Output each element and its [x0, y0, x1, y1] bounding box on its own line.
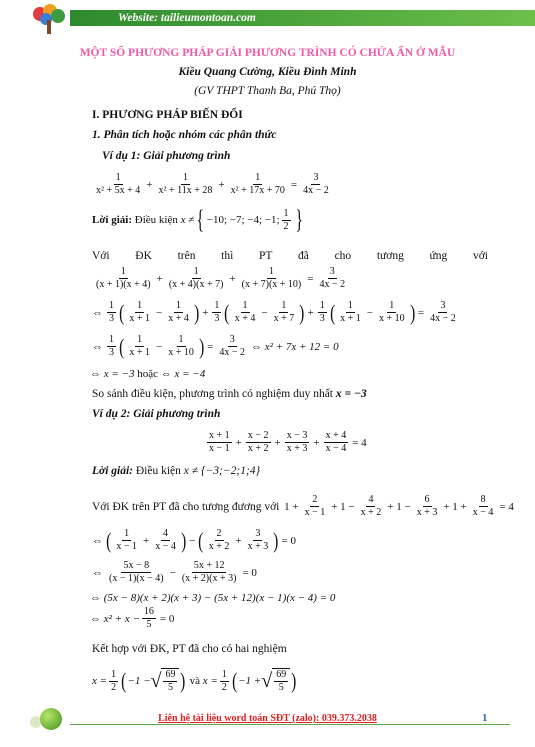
- condition-set: −10; −7; −4; −1;: [206, 214, 280, 226]
- word: trên: [177, 250, 196, 262]
- ex2-condition: [92, 465, 260, 477]
- equation-5: ⇔ x = −3 hoặc ⇔ x = −4: [90, 368, 206, 380]
- footer-contact[interactable]: Liên hệ tài liệu word toán SĐT (zalo): 039.373.2038: [158, 713, 377, 724]
- equation-11: ⇔ x² + x − $\frac{16}{5}$ = 0: [90, 606, 175, 630]
- equation-1: $\frac{1}{\text{x² + 5x + 4}}$ + $\frac{1}{\text{x² + 11x + 28}}$ + $\frac{1}{\text{x² + 17x + 70}}$ = $\frac{3}{4x - 2}$: [96, 172, 329, 196]
- authors: Kiều Quang Cường, Kiều Đình Minh: [178, 66, 357, 78]
- example-1-label: Ví dụ 1: Giải phương trình: [102, 150, 231, 162]
- ex1-with-dk-line: [92, 250, 488, 262]
- document-title: MỘT SỐ PHƯƠNG PHÁP GIẢI PHƯƠNG TRÌNH CÓ CHỨA ẨN Ở MẪU: [79, 47, 456, 59]
- equation-6: $\frac{x + 1}{x - 1}$ + $\frac{x - 2}{x + 2}$ + $\frac{x - 3}{x + 3}$ + $\frac{x + 4}{x - 4}$ = 4: [209, 430, 367, 454]
- solution-label: Lời giải:: [92, 214, 133, 226]
- word: Với: [92, 250, 110, 262]
- word: PT: [258, 250, 273, 262]
- word: thì: [221, 250, 234, 262]
- equiv-text: Với ĐK trên PT đã cho tương đương với: [92, 500, 280, 513]
- section-heading: I. PHƯƠNG PHÁP BIẾN ĐỔI: [92, 109, 243, 121]
- subsection-heading: 1. Phân tích hoặc nhóm các phân thức: [92, 129, 277, 141]
- conclusion-value: x = −3: [335, 388, 367, 400]
- condition-text: Điều kiện: [134, 214, 178, 226]
- half-numerator: 1: [283, 207, 289, 219]
- page-number: 1: [482, 712, 488, 724]
- conclusion-text: So sánh điều kiện, phương trình có nghiệm duy nhất: [92, 388, 334, 400]
- equation-4: ⇔ $\frac{1}{3}$ ( $\frac{1}{x + 1}$ − $\frac{1}{x + 10}$ ) = $\frac{3}{4x - 2}$ ⇔ x² + 7x + 12 = 0: [92, 333, 339, 359]
- or-text: hoặc: [137, 368, 158, 380]
- word: với: [472, 250, 488, 262]
- solution-label: Lời giải:: [92, 465, 133, 477]
- ex1-conclusion: [92, 388, 367, 400]
- equation-10: ⇔ (5x − 8)(x + 2)(x + 3) − (5x + 12)(x − 1)(x − 4) = 0: [90, 592, 336, 604]
- equation-8: ⇔ ( $\frac{1}{x - 1}$ + $\frac{4}{x - 4}$ ) − ( $\frac{2}{x + 2}$ + $\frac{3}{x + 3}$ ) = 0: [92, 527, 296, 553]
- equation-9: ⇔ $\frac{5x - 8}{(x - 1)(x - 4)}$ − $\frac{5x + 12}{(x + 2)(x + 3)}$ = 0: [92, 560, 257, 584]
- word: ứng: [429, 250, 448, 262]
- equation-7: Với ĐK trên PT đã cho tương đương với 1 + $\frac{2}{x - 1}$ + 1 − $\frac{4}{x + 2}$ + 1 − $\frac{6}{x + 3}$ + 1 + $\frac{8}{x - 4}$ = 4: [92, 494, 514, 518]
- and-text: và: [189, 675, 200, 687]
- ex2-final-text: Kết hợp với ĐK, PT đã cho có hai nghiệm: [92, 643, 287, 655]
- affiliation: (GV THPT Thanh Ba, Phú Thọ): [194, 85, 341, 97]
- equation-12: x = $\frac{1}{2}$ ( −1 − √ $\frac{69}{5}$ ) và x = $\frac{1}{2}$ ( −1 + √ $\frac{69}{5}$ ): [92, 668, 297, 693]
- website-label[interactable]: Website: tailieumontoan.com: [118, 12, 256, 24]
- word: tương: [376, 250, 404, 262]
- example-2-label: Ví dụ 2: Giải phương trình: [92, 408, 221, 420]
- half-denominator: 2: [283, 220, 289, 232]
- condition-text: Điều kiện: [135, 465, 181, 477]
- word: đã: [298, 250, 309, 262]
- footer-line: [70, 724, 510, 725]
- ex1-condition: Lời giải: Điều kiện x ≠ { −10; −7; −4; −1; $\frac{1}{2}$ }: [92, 205, 303, 234]
- equation-2: $\frac{1}{(x + 1)(x + 4)}$ + $\frac{1}{(x + 4)(x + 7)}$ + $\frac{1}{(x + 7)(x + 10)}$ = $\frac{3}{4x - 2}$: [96, 266, 346, 290]
- word: ĐK: [135, 250, 152, 262]
- page-header: [0, 4, 535, 30]
- word: cho: [334, 250, 352, 262]
- condition-set: x ≠ {−3;−2;1;4}: [183, 465, 261, 477]
- equation-3: ⇔ $\frac{1}{3}$ ( $\frac{1}{x + 1}$ − $\frac{1}{x + 4}$ ) + $\frac{1}{3}$ ( $\frac{1}{x + 4}$ − $\frac{1}{x + 7}$ ) + $\frac{1}{3}$ ( $\frac{1}{x + 1}$ − $\frac{1}{x + 10}$ ) = $\frac{3}{4x - 2}$: [92, 299, 456, 325]
